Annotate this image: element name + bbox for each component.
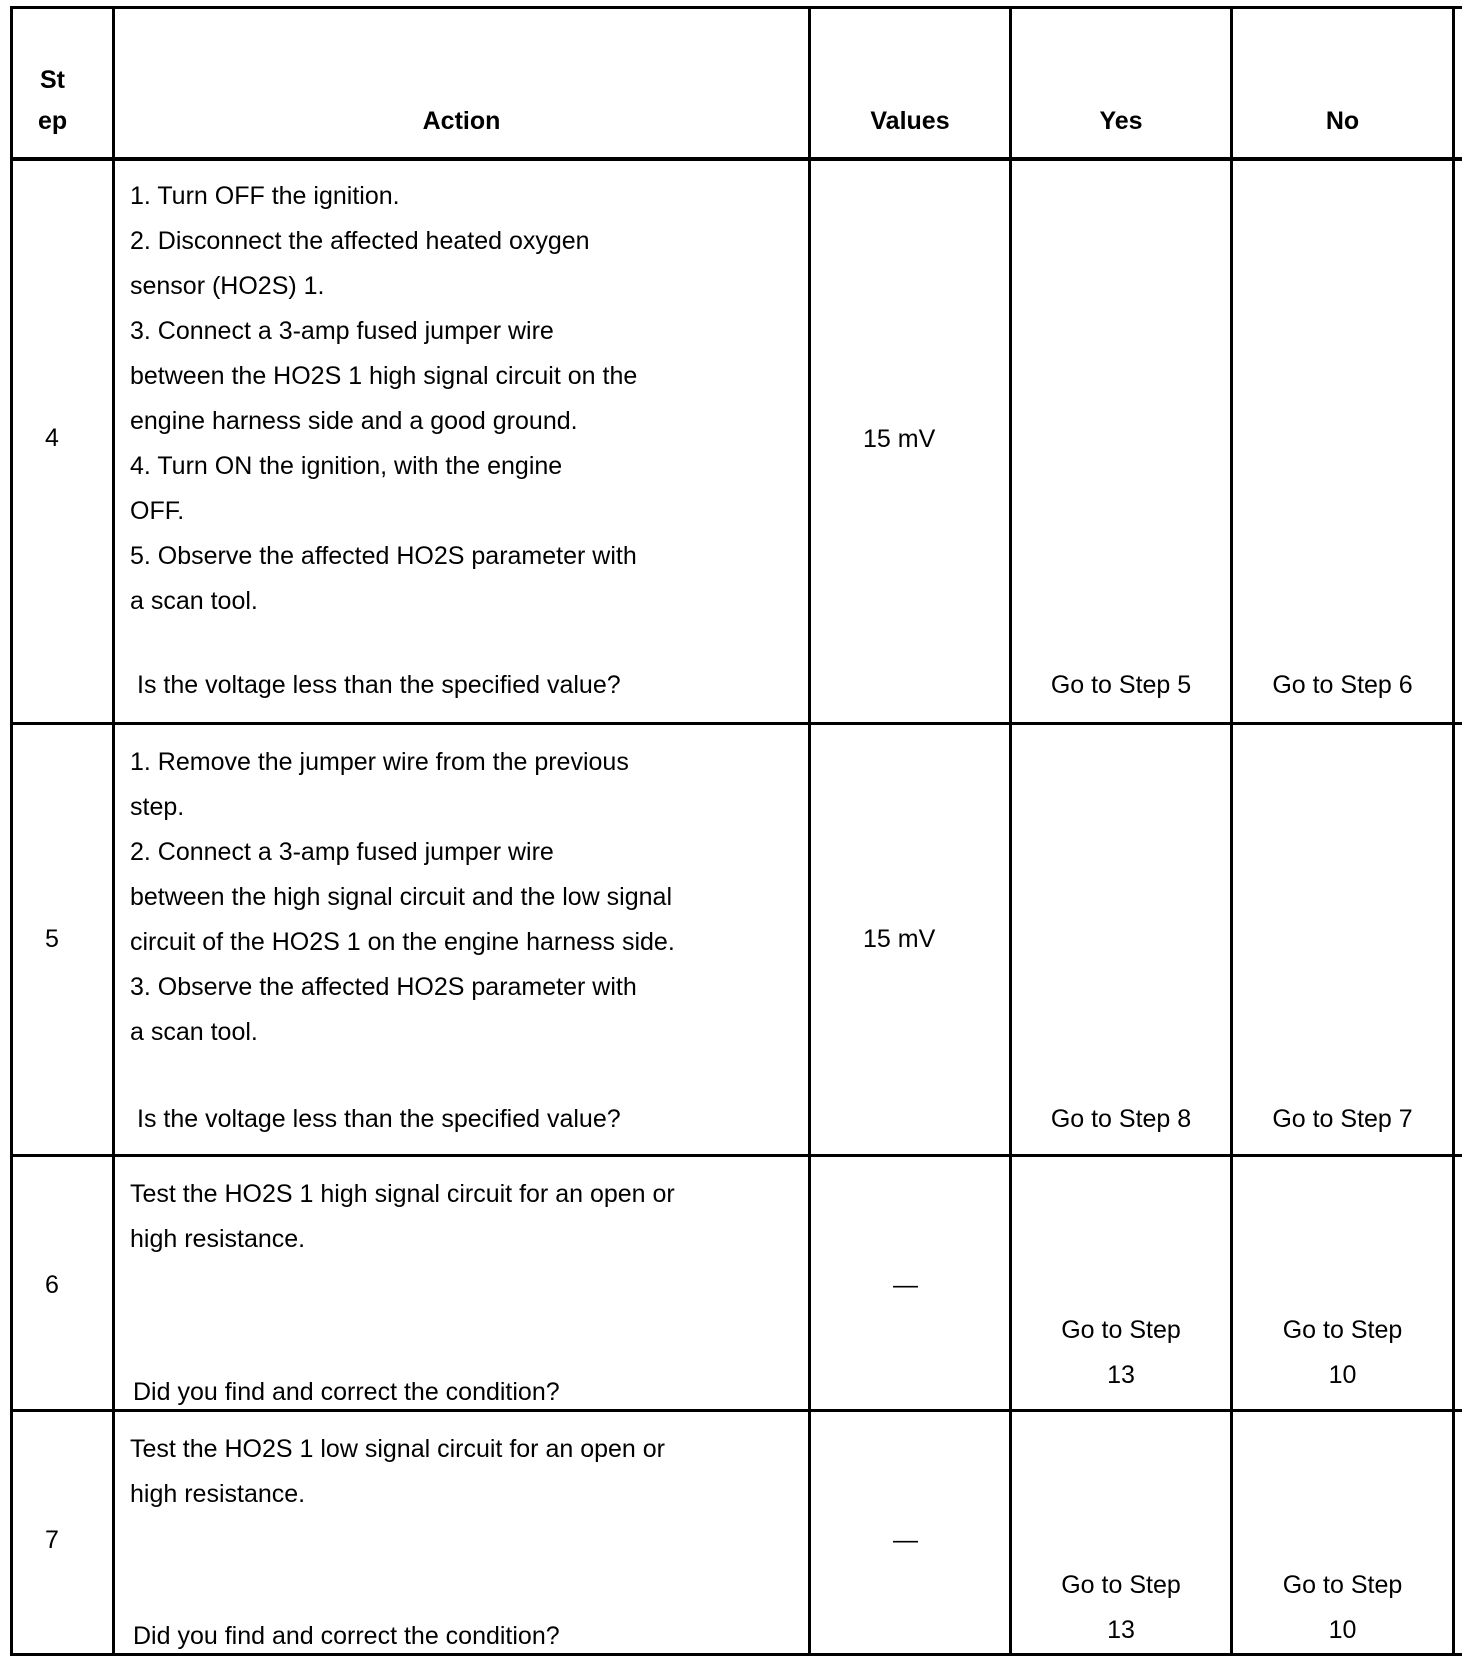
action-steps [130, 1172, 675, 1262]
action-line: 2. Disconnect the affected heated oxygen [130, 227, 590, 255]
action-line: engine harness side and a good ground. [130, 407, 578, 435]
no-result [1233, 1308, 1452, 1398]
header-step-line2: ep [38, 107, 68, 135]
action-line: a scan tool. [130, 1018, 258, 1046]
action-line: OFF. [130, 497, 185, 525]
action-line: 1. Remove the jumper wire from the previous [130, 748, 629, 776]
table-border-left [10, 6, 13, 1656]
action-line: 3. Connect a 3-amp fused jumper wire [130, 317, 554, 345]
no-result-line2: 10 [1328, 1361, 1357, 1389]
action-line: Test the HO2S 1 high signal circuit for an open or [130, 1180, 675, 1208]
value-cell: — [893, 1271, 918, 1299]
action-line: 3. Observe the affected HO2S parameter with [130, 973, 637, 1001]
step-number: 6 [45, 1271, 59, 1299]
action-line: 2. Connect a 3-amp fused jumper wire [130, 838, 554, 866]
header-no: No [1325, 107, 1360, 135]
table-border-top [10, 6, 1462, 9]
yes-result: Go to Step 5 [1050, 671, 1192, 699]
header-yes: Yes [1099, 107, 1143, 135]
header-action: Action [422, 107, 501, 135]
action-line: between the high signal circuit and the low signal [130, 883, 673, 911]
row-divider [10, 722, 1462, 725]
action-line: high resistance. [130, 1225, 306, 1253]
value-cell: 15 mV [863, 425, 936, 453]
table-border-right [1452, 6, 1455, 1656]
action-question: Did you find and correct the condition? [133, 1622, 560, 1650]
yes-result [1012, 1563, 1230, 1653]
action-question: Is the voltage less than the specified value? [137, 1105, 621, 1133]
yes-result [1012, 1308, 1230, 1398]
no-result: Go to Step 6 [1272, 671, 1413, 699]
step-number: 7 [45, 1526, 59, 1554]
action-question: Is the voltage less than the specified value? [137, 671, 621, 699]
header-divider [10, 157, 1462, 161]
no-result-line2: 10 [1328, 1616, 1357, 1644]
no-result-line1: Go to Step [1282, 1571, 1403, 1599]
action-steps [130, 174, 637, 624]
column-divider [1009, 6, 1012, 1656]
yes-result-line1: Go to Step [1061, 1316, 1181, 1344]
step-number: 4 [45, 424, 59, 452]
action-line: 5. Observe the affected HO2S parameter with [130, 542, 637, 570]
yes-result-line2: 13 [1107, 1361, 1135, 1389]
step-number: 5 [45, 925, 59, 953]
action-line: high resistance. [130, 1480, 306, 1508]
value-cell: 15 mV [863, 925, 936, 953]
action-line: step. [130, 793, 185, 821]
yes-result-line1: Go to Step [1061, 1571, 1181, 1599]
action-line: Test the HO2S 1 low signal circuit for an open or [130, 1435, 665, 1463]
action-line: 4. Turn ON the ignition, with the engine [130, 452, 563, 480]
action-line: circuit of the HO2S 1 on the engine harness side. [130, 928, 675, 956]
yes-result-line2: 13 [1107, 1616, 1135, 1644]
no-result: Go to Step 7 [1272, 1105, 1413, 1133]
action-line: 1. Turn OFF the ignition. [130, 182, 400, 210]
header-step-line1: St [40, 66, 65, 94]
column-divider [112, 6, 115, 1656]
action-question: Did you find and correct the condition? [133, 1378, 560, 1406]
action-line: between the HO2S 1 high signal circuit on the [130, 362, 638, 390]
no-result-line1: Go to Step [1282, 1316, 1403, 1344]
action-steps [130, 1427, 665, 1517]
yes-result: Go to Step 8 [1050, 1105, 1192, 1133]
no-result [1233, 1563, 1452, 1653]
row-divider [10, 1154, 1462, 1157]
header-values: Values [870, 107, 950, 135]
action-steps [130, 740, 675, 1055]
column-divider [1230, 6, 1233, 1656]
value-cell: — [893, 1526, 918, 1554]
action-line: a scan tool. [130, 587, 258, 615]
column-divider [808, 6, 811, 1656]
action-line: sensor (HO2S) 1. [130, 272, 325, 300]
